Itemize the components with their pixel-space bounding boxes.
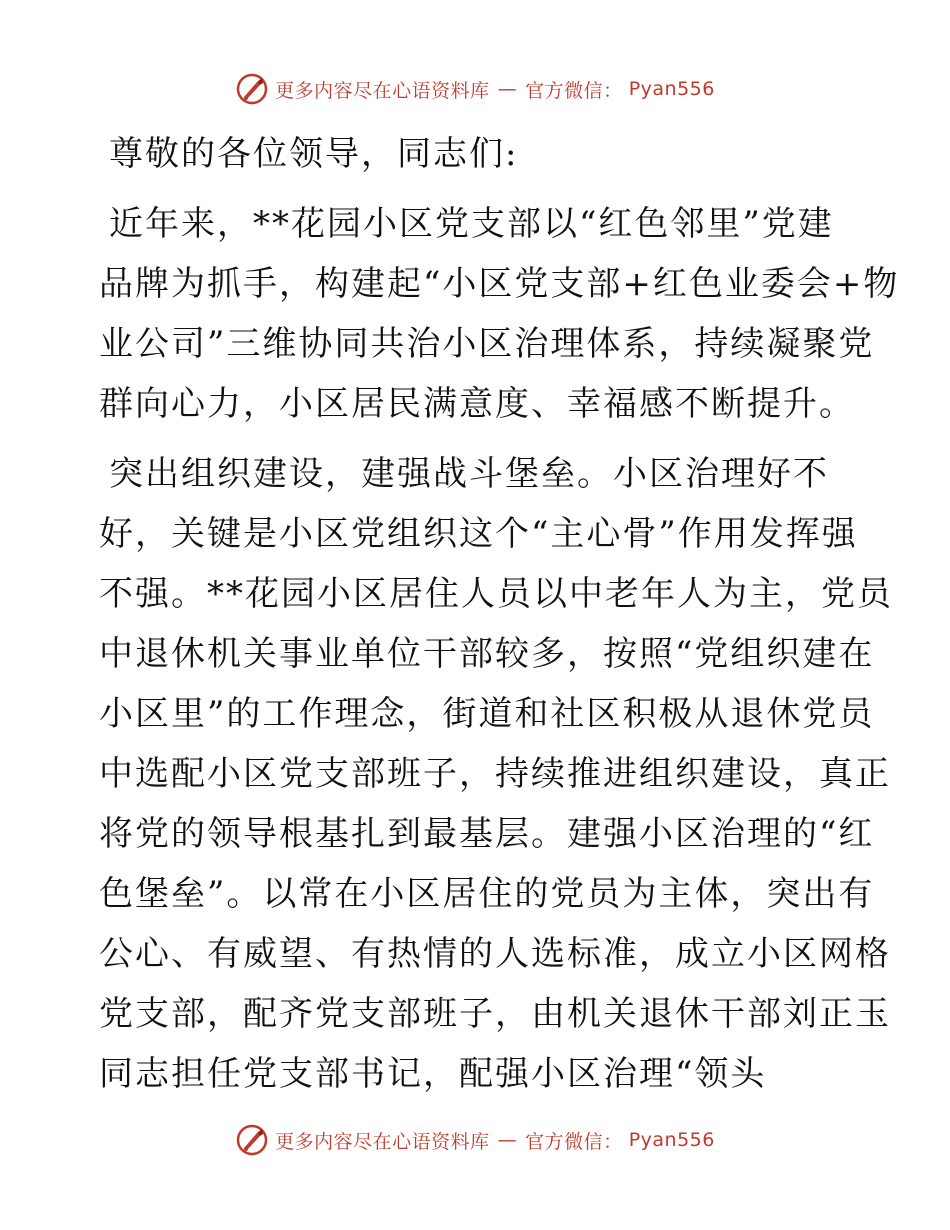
banner-separator: — <box>497 1129 518 1151</box>
paragraph-line: 党支部，配齐党支部班子，由机关退休干部刘正玉 <box>99 994 891 1034</box>
header-watermark-banner <box>0 72 950 106</box>
banner-wechat-id: Pyan556 <box>628 78 715 100</box>
paragraph-line: 中选配小区党支部班子，持续推进组织建设，真正 <box>99 754 891 794</box>
paragraph-line: 将党的领导根基扎到最基层。建强小区治理的“红 <box>99 814 875 854</box>
document-body <box>99 124 900 1104</box>
banner-wechat-id: Pyan556 <box>628 1129 715 1151</box>
banner-official-label: 官方微信： <box>525 1130 623 1153</box>
paragraph-line: 色堡垒”。以常在小区居住的党员为主体，突出有 <box>99 874 875 914</box>
paragraph-2 <box>99 444 893 1104</box>
paragraph-line: 小区里”的工作理念，街道和社区积极从退休党员 <box>99 694 875 734</box>
footer-watermark-banner <box>0 1123 950 1157</box>
quill-pen-logo-icon <box>235 72 269 106</box>
paragraph-1 <box>99 194 900 434</box>
banner-separator: — <box>497 78 518 100</box>
paragraph-line: 业公司”三维协同共治小区治理体系，持续凝聚党 <box>99 324 875 364</box>
paragraph-line: 品牌为抓手，构建起“小区党支部+红色业委会+物 <box>99 264 900 304</box>
greeting: 尊敬的各位领导，同志们: <box>109 134 519 174</box>
paragraph-line: 不强。**花园小区居住人员以中老年人为主，党员 <box>99 574 893 614</box>
paragraph-line: 群向心力，小区居民满意度、幸福感不断提升。 <box>99 384 855 424</box>
banner-official-label: 官方微信： <box>525 79 623 102</box>
banner-main-text: 更多内容尽在心语资料库 <box>275 1130 490 1153</box>
quill-pen-logo-icon <box>235 1123 269 1157</box>
paragraph-line: 公心、有威望、有热情的人选标准，成立小区网格 <box>99 934 891 974</box>
paragraph-line: 中退休机关事业单位干部较多，按照“党组织建在 <box>99 634 875 674</box>
paragraph-line: 近年来，**花园小区党支部以“红色邻里”党建 <box>109 204 834 244</box>
banner-main-text: 更多内容尽在心语资料库 <box>275 79 490 102</box>
paragraph-line: 同志担任党支部书记，配强小区治理“领头 <box>99 1054 767 1094</box>
paragraph-line: 好，关键是小区党组织这个“主心骨”作用发挥强 <box>99 514 858 554</box>
paragraph-line: 突出组织建设，建强战斗堡垒。小区治理好不 <box>109 454 829 494</box>
